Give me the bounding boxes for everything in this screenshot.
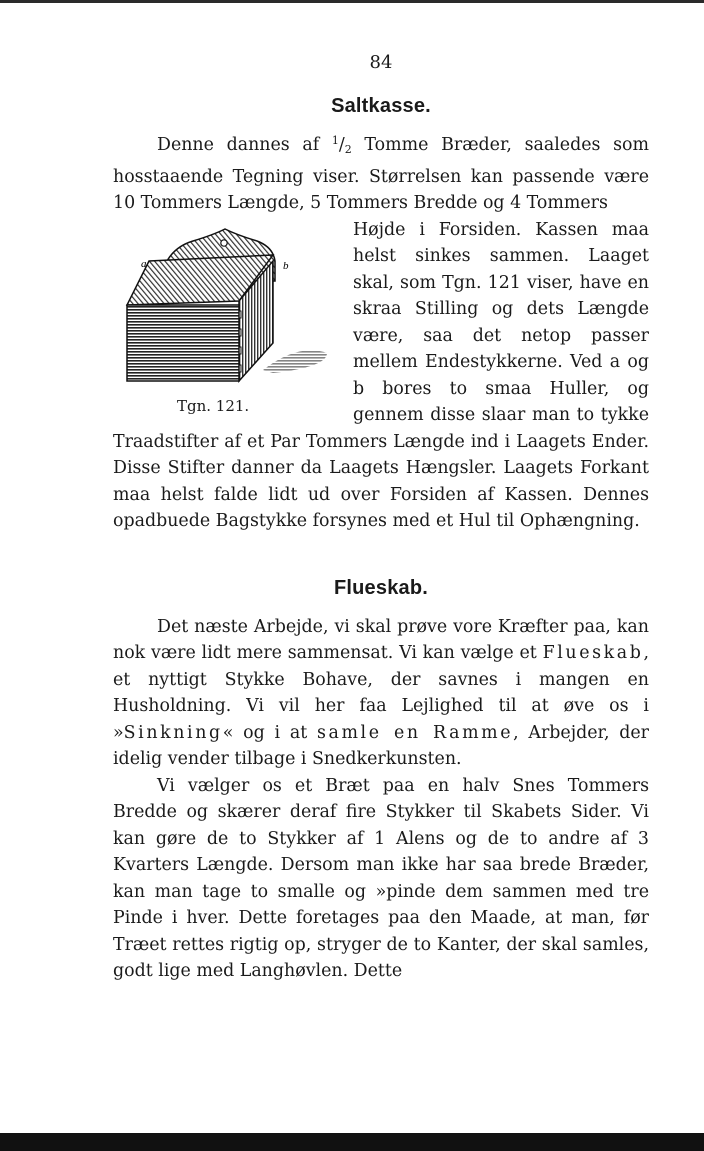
intro-text-pre: Denne dannes af [157,135,332,155]
spaced-word-sinkning: Sinkning [123,722,223,743]
label-b: b [283,259,289,272]
spaced-phrase-samle-en-ramme: samle en Ramme [316,722,514,743]
intro-text-post: Tomme Bræder, saaledes som hosstaaende Tegning viser. Størrelsen kan passende være 10 Tommers Længde, 5 Tommers Bredde og 4 Tommers [113,135,649,213]
spaced-word-flueskab: Flueskab [542,643,644,663]
saltkasse-paragraph-intro [113,128,649,217]
text-run: , et nyttigt Stykke Bohave, der savnes i mangen en Husholdning. Vi vil her faa Lejlighed til at øve os i » [113,643,649,743]
shadow [263,350,327,373]
flueskab-paragraph-1 [113,614,649,773]
top-rule [0,0,704,3]
hanging-hole [221,239,227,245]
front-board [127,305,239,381]
bottom-band [0,1133,704,1151]
fraction-denominator: 2 [344,143,352,156]
fraction-separator: / [338,135,345,155]
figure-caption: Tgn. 121. [177,396,250,415]
section-title-saltkasse: Saltkasse. [331,95,431,117]
salt-box-illustration [113,225,341,395]
label-a: a [141,257,147,270]
flueskab-paragraph-2: Vi vælger os et Bræt paa en halv Snes Tommers Bredde og skærer deraf fire Stykker til Skabets Sider. Vi kan gøre de to Stykker af 1 Alens og de to andre af 3 Kvarters Længde. Dersom man ikke har saa brede Bræder, kan man tage to smalle og »pinde dem sammen med tre Pinde i hver. Dette foretages paa den Maade, at man, før Træet rettes rigtig op, stryger de to Kanter, der skal samles, godt lige med Langhøvlen. Dette [113,775,649,981]
page-number: 84 [369,52,393,73]
saltkasse-paragraph-wrap: Højde i Forsiden. Kassen maa helst sinkes sammen. Laaget skal, som Tgn. 121 viser, have en skraa Stilling og dets Længde være, saa det netop passer mellem Endestykkerne. Ved a og b bores to smaa Huller, og gennem disse slaar man to tykke Traadstifter af et Par Tommers Længde ind i Laagets Ender. Disse Stifter danner da Laagets Hængsler. Laagets Forkant maa helst falde lidt ud over Forsiden af Kassen. Dennes opadbuede Bagstykke forsynes med et Hul til Ophængning. [113,219,649,531]
figure-tgn-121 [113,217,341,427]
text-run: « og i at [222,722,317,743]
section-title-flueskab: Flueskab. [333,576,429,599]
text-run: Det næste Arbejde, vi skal prøve vore Kræfter paa, kan nok være lidt mere sammensat. Vi kan vælge et [113,616,649,663]
fraction-numerator: 1 [331,134,339,147]
text-run: , Arbejder, der idelig vender tilbage i Snedkerkunsten. [113,722,649,769]
page [113,52,649,985]
